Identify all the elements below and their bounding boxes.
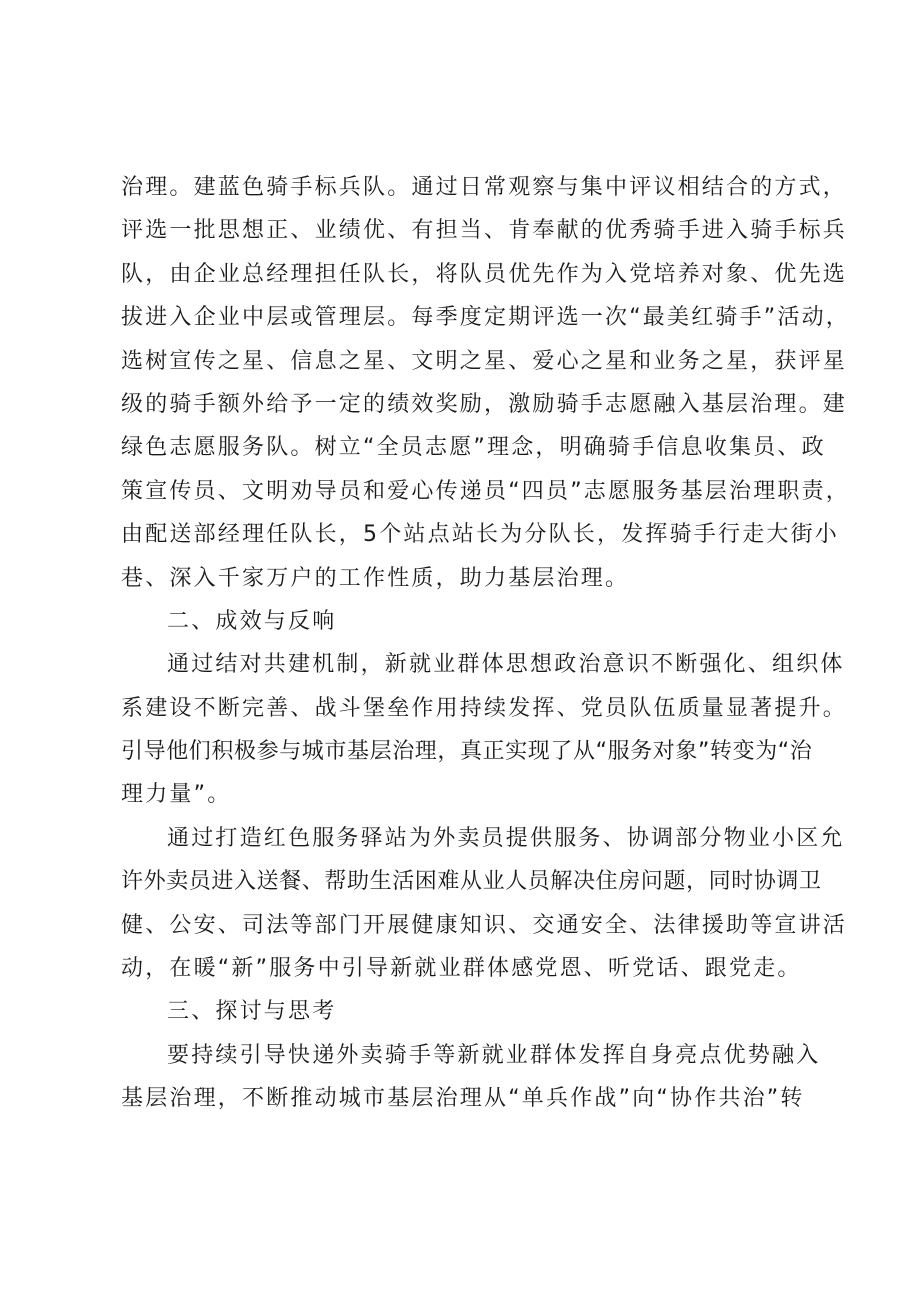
text-line: 引导他们积极参与城市基层治理，真正实现了从“服务对象”转变为“治 (121, 739, 813, 765)
text-line: 拔进入企业中层或管理层。每季度定期评选一次“最美红骑手”活动， (121, 305, 850, 331)
paragraph-discussion (121, 1034, 821, 1121)
text-line: 动，在暖“新”服务中引导新就业群体感党恩、听党话、跟党走。 (121, 956, 802, 982)
text-line: 策宣传员、文明劝导员和爱心传递员“四员”志愿服务基层治理职责， (121, 478, 850, 504)
text-line: 巷、深入千家万户的工作性质，助力基层治理。 (121, 565, 630, 591)
text-line: 队，由企业总经理担任队长，将队员优先作为入党培养对象、优先选 (121, 261, 848, 287)
paragraph-results-services (121, 817, 848, 991)
text-line: 选树宣传之星、信息之星、文明之星、爱心之星和业务之星，获评星 (121, 348, 848, 374)
text-line: 评选一批思想正、业绩优、有担当、肯奉献的优秀骑手进入骑手标兵 (121, 218, 848, 244)
text-line: 通过打造红色服务驿站为外卖员提供服务、协调部分物业小区允 (167, 825, 845, 851)
text-line: 系建设不断完善、战斗堡垒作用持续发挥、党员队伍质量显著提升。 (121, 695, 848, 721)
text-line: 级的骑手额外给予一定的绩效奖励，激励骑手志愿融入基层治理。建 (121, 391, 848, 417)
text-line: 理力量”。 (121, 782, 232, 808)
text-line: 由配送部经理任队长，5个站点站长为分队长，发挥骑手行走大街小 (121, 522, 839, 548)
section-heading-discussion: 三、探讨与思考 (167, 999, 337, 1025)
text-line: 治理。建蓝色骑手标兵队。通过日常观察与集中评议相结合的方式， (121, 175, 848, 200)
text-line: 绿色志愿服务队。树立“全员志愿”理念，明确骑手信息收集员、政 (121, 435, 826, 461)
text-line: 通过结对共建机制，新就业群体思想政治意识不断强化、组织体 (167, 652, 845, 678)
paragraph-riders-teams (121, 166, 850, 600)
section-heading-results: 二、成效与反响 (167, 608, 337, 634)
text-line: 基层治理，不断推动城市基层治理从“单兵作战”向“协作共治”转 (121, 1086, 805, 1112)
text-line: 许外卖员进入送餐、帮助生活困难从业人员解决住房问题，同时协调卫 (121, 869, 822, 895)
paragraph-results-mechanism (121, 643, 848, 817)
text-line: 要持续引导快递外卖骑手等新就业群体发挥自身亮点优势融入 (167, 1042, 821, 1068)
document-body (121, 166, 850, 1121)
text-line: 健、公安、司法等部门开展健康知识、交通安全、法律援助等宣讲活 (121, 912, 848, 938)
